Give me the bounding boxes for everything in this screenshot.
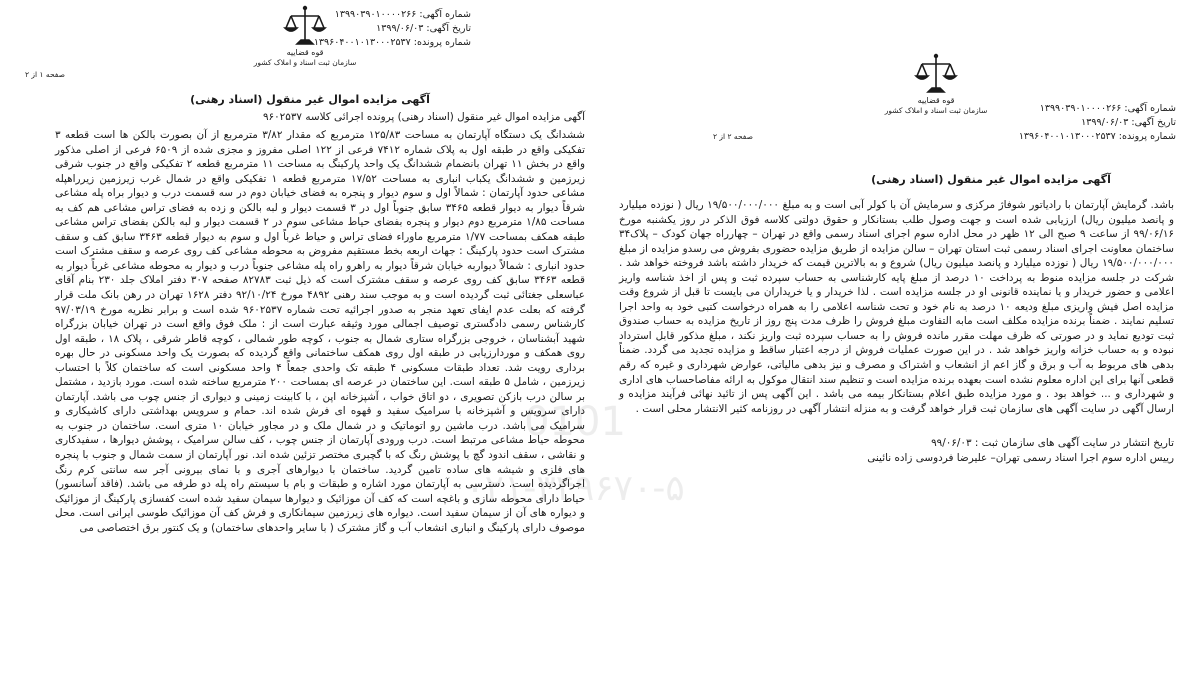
scales-emblem-icon — [283, 4, 327, 48]
property-description-text: ششدانگ یک دستگاه آپارتمان به مساحت ۱۲۵/۸۳ مترمربع که مقدار ۳/۸۲ مترمربع از آن بصورت بالکن ها است قطعه ۳ تفکیکی واقع در طبقه اول به پلاک شماره ۷۴۱۲ فرعی از ۱۲۲ اصلی مفروز و مجزی شده از ۶۵۰۹ فرعی از اصلی مذکور واقع در بخش ۱۱ تهران بانضمام ششدانگ یک واحد پارکینگ به مساحت ۱۱ مترمربع قطعه ۲ تفکیکی واقع در جنوب شرقی زیرزمین و ششدانگ یکباب انباری به مساحت ۱۷/۵۲ مترمربع قطعه ۱ تفکیکی واقع در شمال غرب زیرزمین زیرراهپله مشاعی حدود آپارتمان : شمالاً اول و سوم دیوار و پنجره به فضای خیابان دوم در سه قسمت درب و دیوار براه پله مشاعی شرقاً دیوار به دیوار قطعه ۳۴۶۵ سابق جنوباً اول در ۳ قسمت دیوار و لبه بالکن و زده به فضای تراس مشاعی هم کف به مساحت ۱/۸۵ مترمربع دوم دیوار و پنجره بفضای حیاط مشاعی سوم در ۲ قسمت دیوار و لبه بالکن بفضای تراس مشاعی طبقه همکف بمساحت ۱/۷۷ مترمربع ماوراء فضای تراس و حیاط غرباً اول و سوم به دیوار قطعه ۳۴۶۳ سابق کف و سقف مشترک است حدود پارکینگ : جهات اربعه بخط مستقیم مفروض به محوطه مشاعی کف روی عرصه و سقف مشترک است حدود انباری : شمالاً دیواربه خیابان شرقاً دیوار به راهرو راه پله مشاعی جنوباً درب و دیوار به محوطه مشاعی غرباً دیوار به قطعه ۳۴۶۳ سابق کف روی عرصه و سقف مشترک است که ذیل ثبت ۸۲۷۸۳ صفحه ۳۰۷ دفتر املاک جلد ۲۳۰ بنام آقای عباسعلی جغتائی ثبت گردیده است و به موجب سند رهنی ۴۸۹۲ مورخ ۹۲/۱۰/۲۴ دفتر ۱۶۲۸ تهران در رهن بانک ملت قرار گرفته که بعلت عدم ایفای تعهد منجر به صدور اجرائیه تحت شماره ۹۶۰۲۵۳۷ شده است و برابر نظریه مورخ ۹۷/۰۳/۱۹ کارشناس رسمی دادگستری توصیف اجمالی مورد وثیقه عبارت است از : ملک فوق واقع است در تهران خیابان بزرگراه شهید آبشناسان ، خروجی بزرگراه ستاری شمال به جنوب ، کوچه طور شمالی ، کوچه قاطر شرقی ، پلاک ۱۸ ، طبقه اول روی همکف و موردارزیابی در طبقه اول روی همکف ساختمانی واقع گردیده که بصورت یک واحد مسکونی در حال بهره برداری رویت شد. تعداد طبقات مسکونی ۴ طبقه تک واحدی جمعاً ۴ واحد مسکونی است که ساختمان کلاً با احتساب زیرزمین ، شامل ۵ طبقه است. این ساختمان در عرصه ای بمساحت ۲۰۰ مترمربع ساخته شده است. مورد بازدید ، مشتمل بر سالن درب بازکن تصویری ، دو اتاق خواب ، آشپزخانه اپن ، با کابینت زمینی و دیواری از جنس چوب می باشد. آپارتمان دارای سرویس و آشپزخانه با سرامیک سفید و قهوه ای فرش شده اند. حمام و سرویس بهداشتی دارای کاشیکاری و سرامیک می باشد. درب ماشین رو اتوماتیک و در شمال ملک و در مجاور خیابان ۱۰ متری است. ساختمان در جنوب به محوطه حیاط مشاعی مرتبط است. درب ورودی آپارتمان از جنس چوب ، کف سالن سرامیک ، پوشش دیوارها ، سفیدکاری و نقاشی ، سقف اندود گچ با پوشش رنگ که با گچبری مختصر تزئین شده اند. نور آپارتمان از سمت شمال و جنوب با پنجره های فلزی و شیشه های ساده تامین گردید. ساختمان با دیوارهای آجری و با نمای بیرونی آجر سه سانتی کرم رنگ اجراگردیده است. دسترسی به آپارتمان مورد اشاره و طبقات و بام با سیستم راه پله دو طرفه می باشد. (فاقد آسانسور) حیاط دارای محوطه سازی و باغچه است که کف آن موزائیک و دیوارها سیمان سفید شده است کفسازی پارکینگ از موزائیک و دیواره های آن از سیمان سفید است. دیواره های زیرزمین سیمانکاری و فرش کف آن موزائیک طوسی ایرانی است. محل موصوف دارای پارکینگ و انباری انشعاب آب و گاز مشترک ( با سایر واحدهای ساختمان) و یک کنتور برق اختصاصی می — [55, 129, 586, 534]
announcement-heading: آگهی مزایده اموال غیر منقول (اسناد رهنی) — [871, 173, 1111, 186]
file-number: شماره پرونده: ۱۳۹۶۰۴۰۰۱۰۱۳۰۰۰۲۵۳۷ — [1018, 131, 1176, 142]
watermark-digits-bottom: ۰۲۱-۳۴۹۶۷۰-۵ — [465, 468, 685, 509]
watermark-digits-top: 0101 — [524, 399, 626, 445]
file-number: شماره پرونده: ۱۳۹۶۰۴۰۰۱۰۱۳۰۰۰۲۵۳۷ — [313, 37, 471, 48]
ad-meta-block — [1019, 102, 1176, 144]
closing-lines — [867, 436, 1174, 466]
ad-number: شماره آگهی: ۱۳۹۹۰۳۹۰۱۰۰۰۰۲۶۶ — [334, 9, 471, 20]
ad-number: شماره آگهی: ۱۳۹۹۰۳۹۰۱۰۰۰۰۲۶۶ — [1039, 103, 1176, 114]
scales-emblem-icon — [914, 52, 958, 96]
auction-terms-text: باشد. گرمایش آپارتمان با رادیاتور شوفاژ مرکزی و سرمایش آن با کولر آبی است و به مبلغ ۱۹/۵۰۰/۰۰۰/۰۰۰ ریال ( نوزده میلیارد و پانصد میلیون ریال) ارزیابی شده است و جهت وصول طلب بستانکار و حقوق دولتی کلاسه فوق الذکر در روز یکشنبه مورخ ۹۹/۰۶/۱۶ از ساعت ۹ صبح الی ۱۲ ظهر در محل اداره سوم اجرای اسناد رسمی واقع در تهران – چهارراه جهان کودک – پلاک۳۴ ساختمان معاونت اجرای اسناد رسمی ثبت استان تهران – سالن مزایده از طریق مزایده حضوری بفروش می رسدو مزایده از مبلغ ۱۹/۵۰۰/۰۰۰/۰۰۰ ریال ( نوزده میلیارد و پانصد میلیون ریال) شروع و به بالاترین قیمت که خریدار داشته باشد فروخته خواهد شد . شرکت در جلسه مزایده منوط به پرداخت ۱۰ درصد از مبلغ پایه کارشناسی به حساب سپرده ثبت و پس از اخذ شناسه واریز اعلامی و حضور خریدار و یا نماینده قانونی او در جلسه مزایده است . لذا خریدار و یا خریداران می بایست تا قبل از شروع وقت مزایده اصل فیش واریزی مبلغ ودیعه ۱۰ درصد به نام خود و تحت شناسه اعلامی را به همراه درخواست کتبی خود به واحد اجرا تسلیم نمایند . ضمناً برنده مزایده مکلف است مابه التفاوت مبلغ فروش را ظرف مدت پنج روز از تاریخ مزایده به حساب صندوق ثبت تودیع نماید و در صورتی که ظرف مهلت مقرر مانده فروش را به حساب سپرده ثبت واریز نکند ، مبلغ مذکور قابل استرداد نبوده و به حساب خزانه واریز خواهد شد . در این صورت عملیات فروش از درجه اعتبار ساقط و مزایده تجدید می گردد. ضمناً بدهی های مربوط به آب و برق و گاز اعم از انشعاب و اشتراک و مصرف و نیز بدهی مالیاتی، عوارض شهرداری و غیره که رقم قطعی آنها برای این اداره معلوم نشده است بعهده برنده مزایده است و تنظیم سند انتقال موکول به ارائه مفاصاحساب های اداری و شهرداری و ... خواهد بود . و مورد مزایده طبق اعلام بستانکار بیمه می باشد . این آگهی پس از تائید نهائی فرآیند مزایده و ارسال آگهی در سایت آگهی های سازمان ثبت قرار خواهد گرفت و به منزله انتشار آگهی در روزنامه کثیر الانتشار محلی است . — [619, 199, 1174, 415]
announcement-page-2 — [591, 0, 1182, 682]
case-line: آگهی مزایده اموال غیر منقول (اسناد رهنی) پرونده اجرائی کلاسه ۹۶۰۲۵۳۷ — [262, 111, 585, 123]
first-line-block — [263, 110, 585, 125]
publication-date-line: تاریخ انتشار در سایت آگهی های سازمان ثبت : ۹۹/۰۶/۰۳ — [931, 437, 1174, 449]
ad-date: تاریخ آگهی: ۱۳۹۹/۰۶/۰۳ — [376, 23, 471, 34]
ad-date: تاریخ آگهی: ۱۳۹۹/۰۶/۰۳ — [1081, 117, 1176, 128]
judiciary-emblem — [871, 52, 1001, 116]
emblem-caption-organization: سازمان ثبت اسناد و املاک کشور — [884, 106, 988, 115]
page-number: صفحه ۱ از ۲ — [25, 70, 65, 79]
page-number: صفحه ۲ از ۲ — [713, 132, 753, 141]
signature-line: رییس اداره سوم اجرا اسناد رسمی تهران– علیرضا فردوسی زاده نائینی — [867, 452, 1174, 464]
emblem-caption-judiciary: قوه قضاییه — [286, 48, 324, 57]
judiciary-emblem — [240, 4, 370, 68]
emblem-caption-judiciary: قوه قضاییه — [917, 96, 955, 105]
emblem-caption-organization: سازمان ثبت اسناد و املاک کشور — [253, 58, 357, 67]
announcement-heading: آگهی مزایده اموال غیر منقول (اسناد رهنی) — [190, 93, 430, 106]
